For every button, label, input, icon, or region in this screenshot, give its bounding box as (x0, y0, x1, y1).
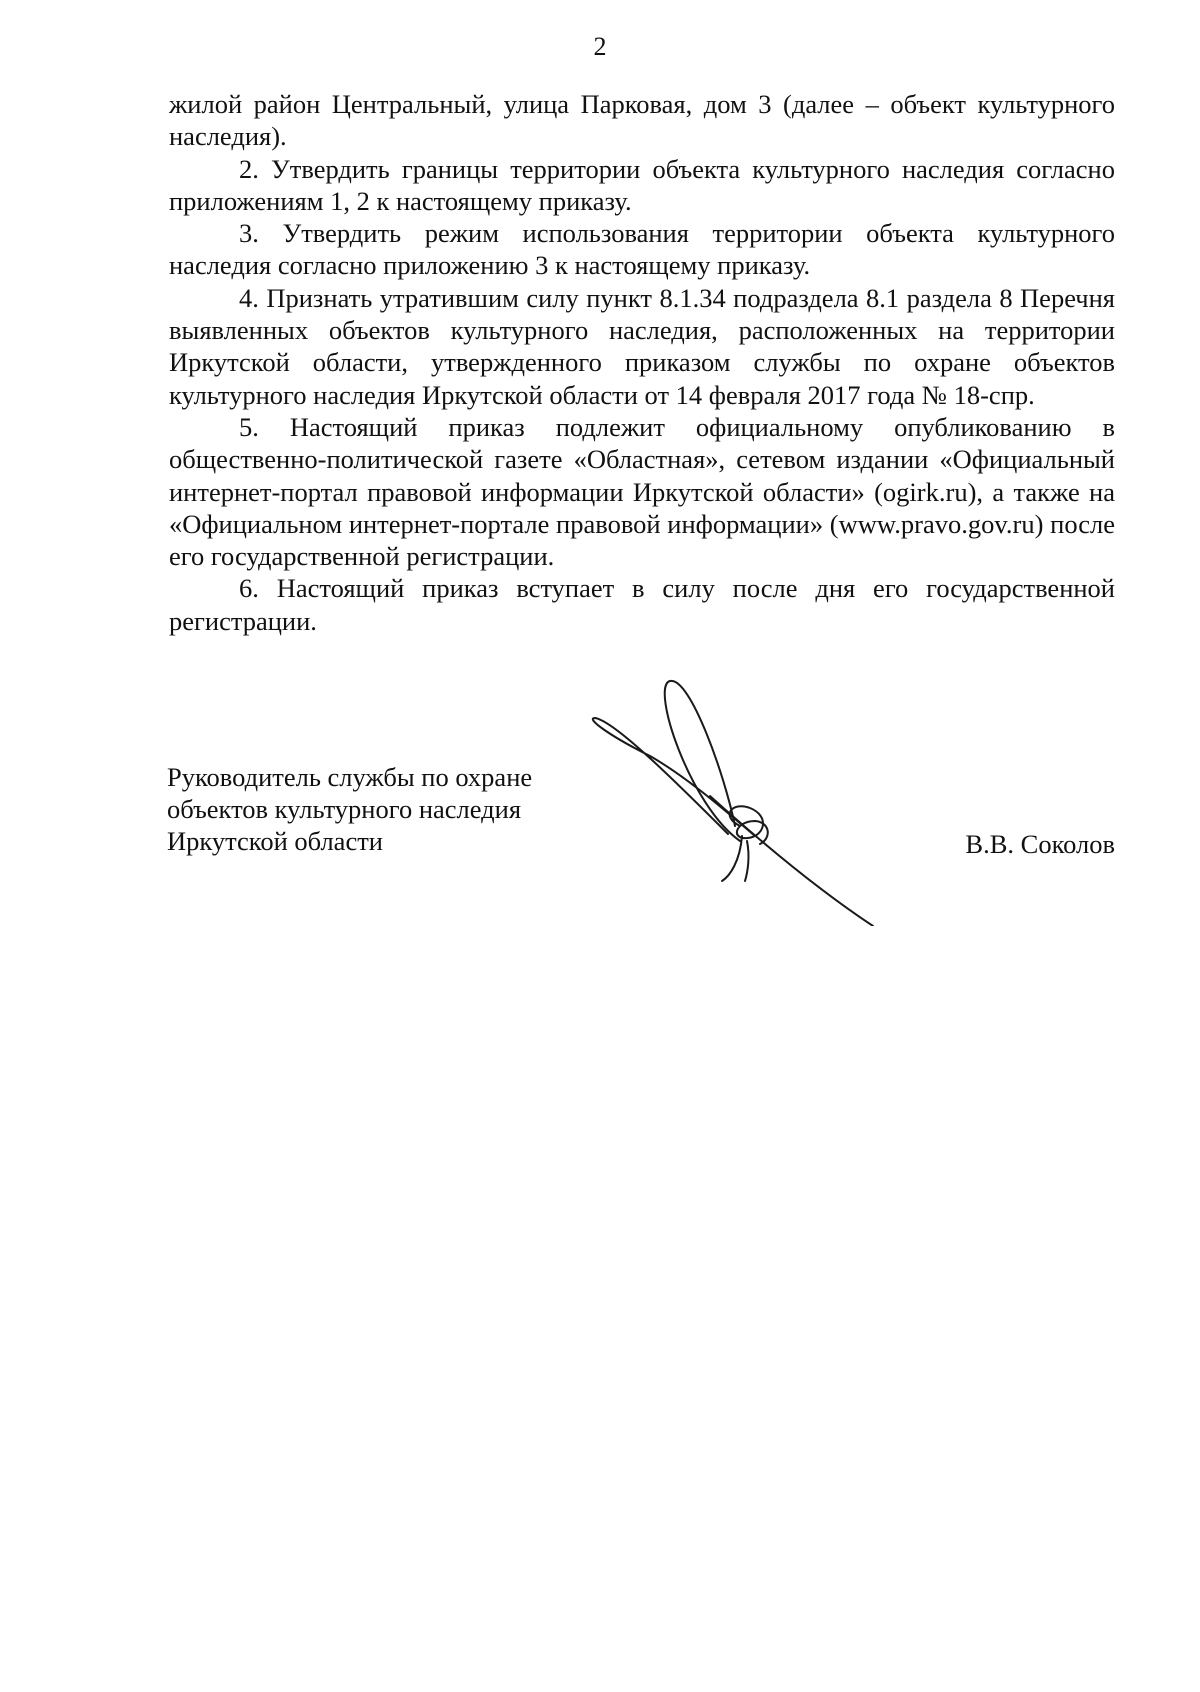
handwritten-signature (590, 676, 890, 926)
signatory-position-line: Руководитель службы по охране (167, 762, 533, 792)
signatory-position-line: Иркутской области (167, 826, 383, 856)
signatory-position-line: объектов культурного наследия (167, 794, 522, 824)
signatory-name: В.В. Соколов (965, 829, 1115, 859)
page-number: 2 (593, 32, 607, 61)
signatory-position (167, 761, 532, 857)
paragraph-1: жилой район Центральный, улица Парковая, дом 3 (далее – объект культурного наследия). (169, 89, 1115, 152)
paragraph-3: 3. Утвердить режим использования территории объекта культурного наследия согласно приложению 3 к настоящему приказу. (169, 218, 1115, 281)
paragraph-2: 2. Утвердить границы территории объекта культурного наследия согласно приложениям 1, 2 к настоящему приказу. (169, 153, 1115, 216)
paragraph-6: 6. Настоящий приказ вступает в силу после дня его государственной регистрации. (169, 573, 1115, 636)
document-body (169, 88, 1115, 637)
paragraph-5: 5. Настоящий приказ подлежит официальному опубликованию в общественно-политической газете «Областная», сетевом издании «Официальный интернет-портал правовой информации Иркутской области» (ogirk.ru), а также на «Официальном интернет-портале правовой информации» (www.pravo.gov.ru) после его государственной регистрации. (169, 411, 1115, 572)
paragraph-4: 4. Признать утратившим силу пункт 8.1.34 подраздела 8.1 раздела 8 Перечня выявленных объектов культурного наследия, расположенных на территории Иркутской области, утвержденного приказом службы по охране объектов культурного наследия Иркутской области от 14 февраля 2017 года № 18-спр. (169, 282, 1115, 410)
